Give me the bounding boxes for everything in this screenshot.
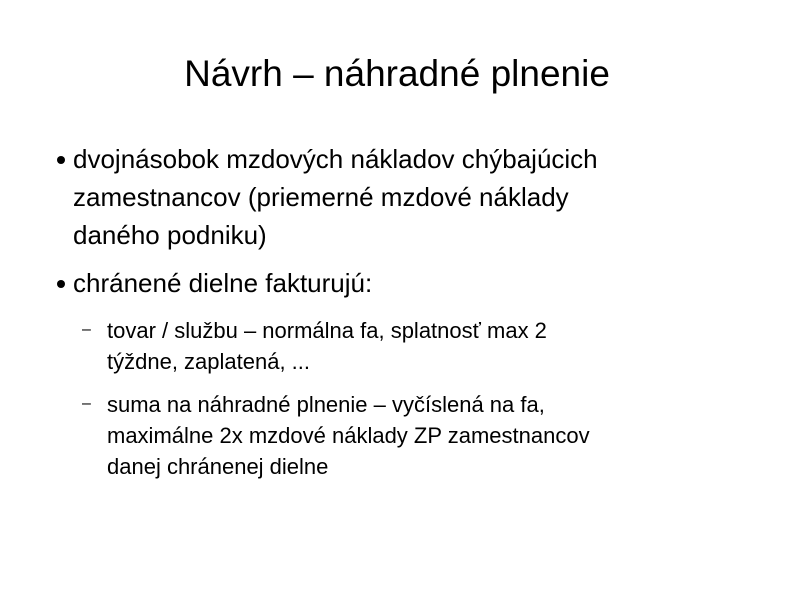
bullet-item-2 [73,264,753,302]
bullet-1-line-3: daného podniku) [73,220,267,250]
sub-bullet-1-line-2: týždne, zaplatená, ... [107,349,311,374]
sub-bullet-2-line-1: suma na náhradné plnenie – vyčíslená na fa, [107,392,545,417]
sub-bullet-item-2 [82,389,747,482]
bullet-item-1 [73,140,753,254]
sub-bullet-1-line-1: tovar / službu – normálna fa, splatnosť max 2 [107,318,547,343]
sub-bullet-2-line-2: maximálne 2x mzdové náklady ZP zamestnancov [107,423,590,448]
dash-icon: – [82,321,91,338]
bullet-1-line-2: zamestnancov (priemerné mzdové náklady [73,182,569,212]
sub-bullet-2-line-3: danej chránenej dielne [107,454,329,479]
slide-title: Návrh – náhradné plnenie [184,53,610,94]
bullet-dot-icon [57,156,65,164]
bullet-2-line-1: chránené dielne fakturujú: [73,268,373,298]
sub-bullet-item-1 [82,315,747,377]
bullet-1-line-1: dvojnásobok mzdových nákladov chýbajúcich [73,144,598,174]
dash-icon: – [82,395,91,412]
bullet-dot-icon [57,280,65,288]
